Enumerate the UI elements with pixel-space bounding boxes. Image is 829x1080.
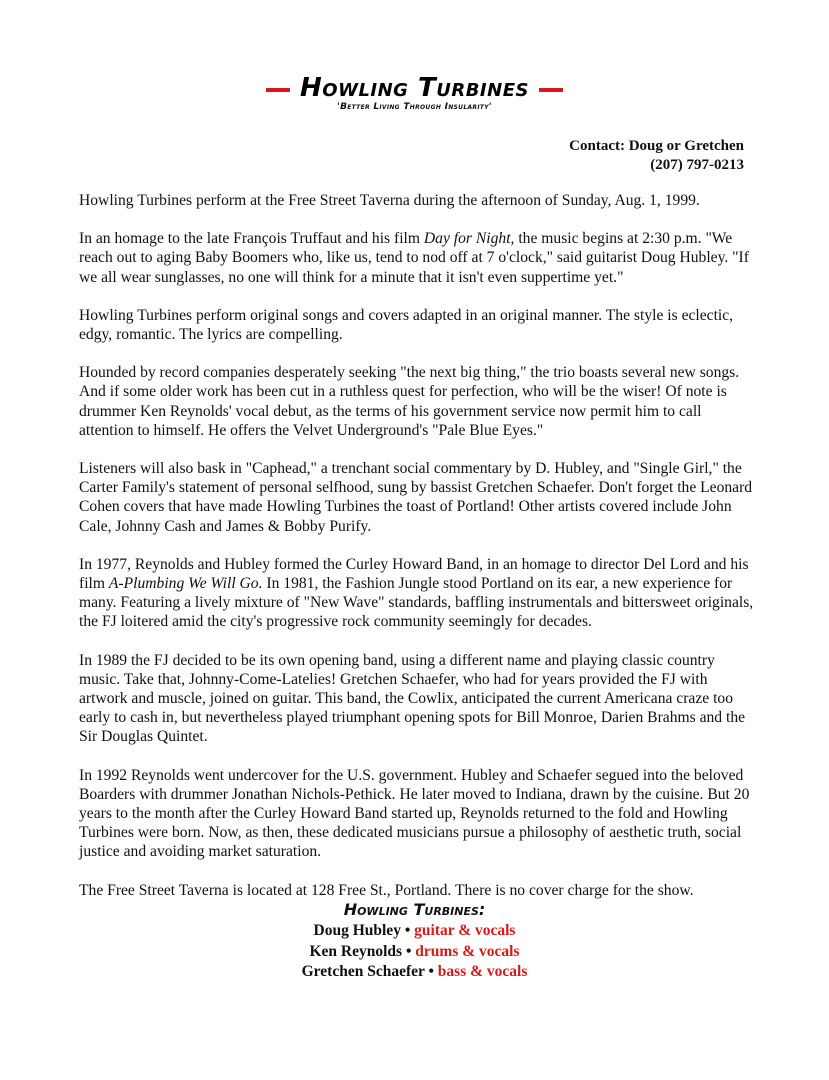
roster-member <box>0 921 829 942</box>
member-role: bass & vocals <box>437 963 528 980</box>
paragraph-8: In 1992 Reynolds went undercover for the U.S. government. Hubley and Schaefer segued into the beloved Boarders with drummer Jonathan Nichols-Pethick. He later moved to Indiana, drawn by the cuisine. But 20 years to the month after the Curley Howard Band started up, Reynolds returned to the fold and Howling Turbines were born. Now, as then, these dedicated musicians pursue a philosophy of aesthetic truth, social justice and avoiding market saturation. <box>79 766 750 861</box>
bullet-icon: • <box>404 922 411 939</box>
band-roster <box>0 900 829 983</box>
roster-title: Howling Turbines: <box>343 900 486 919</box>
film-title-a-plumbing: A-Plumbing We Will Go. <box>108 575 263 593</box>
contact-phone: (207) 797-0213 <box>650 157 744 173</box>
paragraph-2 <box>79 229 759 287</box>
article-body <box>79 191 759 919</box>
roster-member <box>0 962 829 983</box>
tagline: 'Better Living Through Insularity' <box>337 102 492 112</box>
contact-names: Contact: Doug or Gretchen <box>569 138 744 154</box>
roster-member <box>0 942 829 963</box>
title-row <box>0 70 829 106</box>
film-title-day-for-night: Day for Night, <box>423 230 515 248</box>
paragraph-6-part-b: In 1981, the Fashion Jungle stood Portland on its ear, a new experience for many. Featuring a lively mixture of "New Wave" standards, baffling instrumentals and bittersweet originals, the FJ loitered amid the city's progressive rock community seemingly for decades. <box>79 575 754 631</box>
masthead <box>0 70 829 112</box>
paragraph-1: Howling Turbines perform at the Free Street Taverna during the afternoon of Sunday, Aug. 1, 1999. <box>79 192 700 209</box>
member-name: Ken Reynolds <box>309 942 403 960</box>
member-role: drums & vocals <box>415 942 520 960</box>
paragraph-4: Hounded by record companies desperately seeking "the next big thing," the trio boasts several new songs. And if some older work has been cut in a ruthless quest for perfection, who will be the wiser! Of note is drummer Ken Reynolds' vocal debut, as the terms of his government service now permit him to call attention to himself. He offers the Velvet Underground's "Pale Blue Eyes." <box>79 364 740 439</box>
bullet-icon: • <box>405 942 412 960</box>
paragraph-2-part-a: In an homage to the late François Truffaut and his film <box>79 230 424 248</box>
paragraph-3: Howling Turbines perform original songs and covers adapted in an original manner. The style is eclectic, edgy, romantic. The lyrics are compelling. <box>79 306 734 344</box>
bullet-icon: • <box>428 963 434 980</box>
paragraph-7: In 1989 the FJ decided to be its own opening band, using a different name and playing classic country music. Take that, Johnny-Come-Latelies! Gretchen Schaefer, who had for years provided the FJ with artwork and muscle, joined on guitar. This band, the Cowlix, anticipated the current Americana craze too early to cash in, but nevertheless played triumphant opening spots for Bill Monroe, Darien Brahms and the Sir Douglas Quintet. <box>79 651 746 746</box>
member-role: guitar & vocals <box>414 922 516 939</box>
paragraph-2-part-b: the music begins at 2:30 p.m. "We reach out to aging Baby Boomers who, like us, tend to nod off at 7 o'clock," said guitarist Doug Hubley. "If we all wear sunglasses, no one will think for a minute that it isn't even suppertime yet." <box>79 230 749 286</box>
paragraph-9: The Free Street Taverna is located at 128 Free St., Portland. There is no cover charge for the show. <box>79 881 694 899</box>
left-dash-decoration <box>266 88 290 92</box>
member-name: Doug Hubley <box>313 922 401 939</box>
band-title: Howling Turbines <box>300 73 529 103</box>
contact-block <box>569 137 744 175</box>
right-dash-decoration <box>539 88 563 92</box>
paragraph-6-part-a: In 1977, Reynolds and Hubley formed the Curley Howard Band, in an homage to director Del Lord and his film <box>79 555 749 593</box>
paragraph-5: Listeners will also bask in "Caphead," a trenchant social commentary by D. Hubley, and "Single Girl," the Carter Family's statement of personal selfhood, sung by bassist Gretchen Schaefer. Don't forget the Leonard Cohen covers that have made Howling Turbines the toast of Portland! Other artists covered include John Cale, Johnny Cash and James & Bobby Purify. <box>79 460 753 535</box>
paragraph-6 <box>79 555 759 632</box>
member-name: Gretchen Schaefer <box>301 963 425 980</box>
